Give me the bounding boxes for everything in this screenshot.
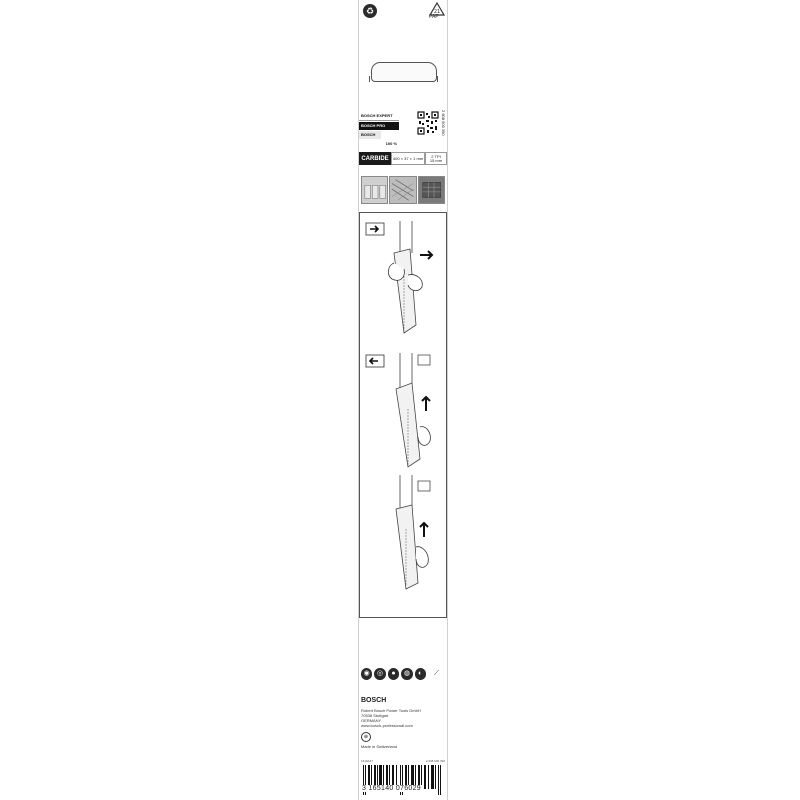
building-material-icon — [389, 176, 416, 204]
hang-notch-right — [431, 76, 438, 82]
instruction-panel — [359, 212, 447, 618]
lock-blade-step — [366, 353, 430, 467]
side-article-code: 2 608 900 390 — [441, 110, 446, 136]
circle-icon-5: ◐ — [415, 668, 426, 680]
manufacturer-address — [361, 708, 421, 728]
spec-row — [359, 152, 447, 165]
composite-icon — [418, 176, 445, 204]
insert-blade-step — [366, 221, 432, 333]
material-label: CARBIDE — [359, 152, 391, 165]
tooth-pitch-value: 15 mm — [429, 157, 443, 163]
address-line-2: 70538 Stuttgart — [361, 713, 389, 718]
ref-right: 2 608 900 390 — [425, 759, 445, 763]
address-line-3: GERMANY — [361, 718, 382, 723]
reference-row — [361, 759, 445, 763]
brand-name: BOSCH — [361, 697, 387, 704]
product-line-badges — [359, 112, 399, 149]
recycle-code: PAP — [429, 14, 439, 20]
circle-icon-3: ● — [388, 668, 399, 680]
ref-left: 1619A37 — [361, 759, 374, 763]
wood-icon — [361, 176, 388, 204]
globe-icon: ⊕ — [361, 732, 371, 742]
material-icons-row — [361, 176, 445, 204]
recycle-icon: ♻ — [363, 4, 377, 18]
svg-text:21: 21 — [433, 9, 441, 15]
made-in-label: Made in Switzerland — [361, 744, 398, 749]
mounting-instructions — [360, 213, 446, 617]
feature-icons-row — [361, 668, 445, 682]
badge-percent: 100 % — [359, 140, 399, 148]
blade-package-card — [358, 0, 448, 800]
barcode-number: 3 165140 076029 — [362, 785, 421, 792]
address-line-1: Robert Bosch Power Tools GmbH — [361, 708, 421, 713]
hang-hole — [371, 62, 437, 82]
badge-bosch: BOSCH — [359, 131, 381, 139]
dimensions-label: 400 × 37 × 1 mm — [391, 152, 425, 165]
tpi-cell — [425, 152, 447, 165]
badge-expert: BOSCH EXPERT — [359, 112, 399, 121]
circle-icon-1: ◉ — [361, 668, 372, 680]
circle-icon-4: ◍ — [401, 668, 412, 680]
qr-code-icon — [417, 111, 439, 135]
tpi-value: 2 TPI — [431, 153, 441, 159]
hang-notch-left — [369, 76, 376, 82]
address-line-4: www.bosch-professional.com — [361, 723, 413, 728]
remove-blade-step — [396, 475, 430, 589]
blade-icon: ⟋ — [434, 670, 439, 677]
circle-icon-2: ◎ — [374, 668, 385, 680]
badge-pro: BOSCH PRO — [359, 122, 399, 130]
